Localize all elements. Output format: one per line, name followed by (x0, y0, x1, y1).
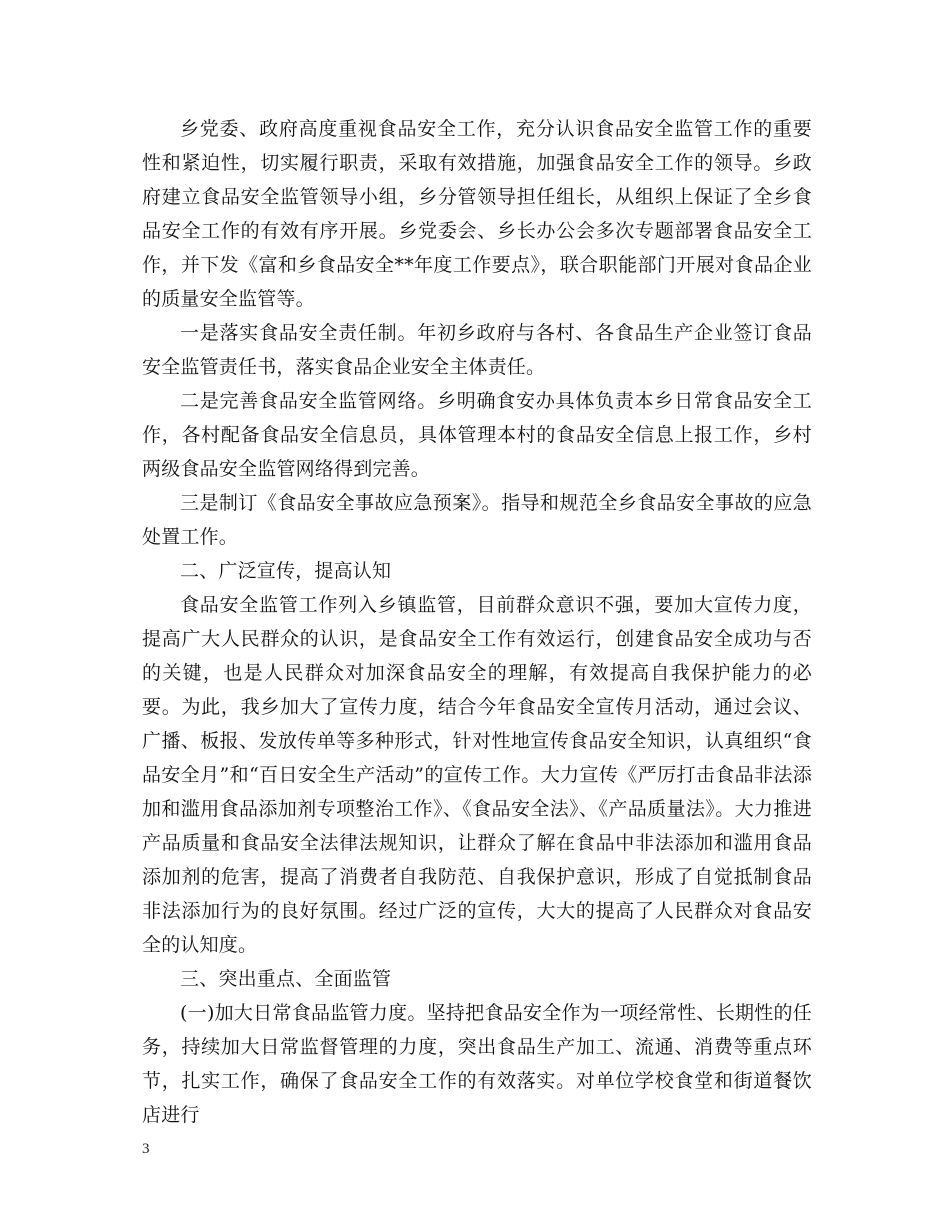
paragraph-emergency-plan: 三是制订《食品安全事故应急预案》。指导和规范全乡食品安全事故的应急处置工作。 (142, 492, 812, 548)
page-number: 3 (142, 1141, 150, 1157)
paragraph-leadership: 乡党委、政府高度重视食品安全工作，充分认识食品安全监管工作的重要性和紧迫性，切实履行职责，采取有效措施，加强食品安全工作的领导。乡政府建立食品安全监管领导小组，乡分管领导担任组长，从组织上保证了全乡食品安全工作的有效有序开展。乡党委会、乡长办公会多次专题部署食品安全工作，并下发《富和乡食品安全**年度工作要点》，联合职能部门开展对食品企业的质量安全监管等。 (142, 118, 812, 310)
section-heading-publicity: 二、广泛宣传，提高认知 (180, 560, 392, 582)
paragraph-network: 二是完善食品安全监管网络。乡明确食安办具体负责本乡日常食品安全工作，各村配备食品安全信息员，具体管理本村的食品安全信息上报工作，乡村两级食品安全监管网络得到完善。 (142, 390, 812, 480)
paragraph-daily-supervision: (一)加大日常食品监管力度。坚持把食品安全作为一项经常性、长期性的任务，持续加大日常监督管理的力度，突出食品生产加工、流通、消费等重点环节，扎实工作，确保了食品安全工作的有效落实。对单位学校食堂和街道餐饮店进行 (142, 1002, 812, 1126)
section-heading-supervision: 三、突出重点、全面监管 (180, 968, 392, 990)
paragraph-publicity: 食品安全监管工作列入乡镇监管，目前群众意识不强，要加大宣传力度，提高广大人民群众的认识，是食品安全工作有效运行，创建食品安全成功与否的关键，也是人民群众对加深食品安全的理解，有效提高自我保护能力的必要。为此，我乡加大了宣传力度，结合今年食品安全宣传月活动，通过会议、广播、板报、发放传单等多种形式，针对性地宣传食品安全知识，认真组织“食品安全月”和“百日安全生产活动”的宣传工作。大力宣传《严厉打击食品非法添加和滥用食品添加剂专项整治工作》、《食品安全法》、《产品质量法》。大力推进产品质量和食品安全法律法规知识，让群众了解在食品中非法添加和滥用食品添加剂的危害，提高了消费者自我防范、自我保护意识，形成了自觉抵制食品非法添加行为的良好氛围。经过广泛的宣传，大大的提高了人民群众对食品安全的认知度。 (142, 594, 812, 956)
paragraph-responsibility: 一是落实食品安全责任制。年初乡政府与各村、各食品生产企业签订食品安全监管责任书，落实食品企业安全主体责任。 (142, 322, 812, 378)
document-body (142, 112, 812, 1132)
